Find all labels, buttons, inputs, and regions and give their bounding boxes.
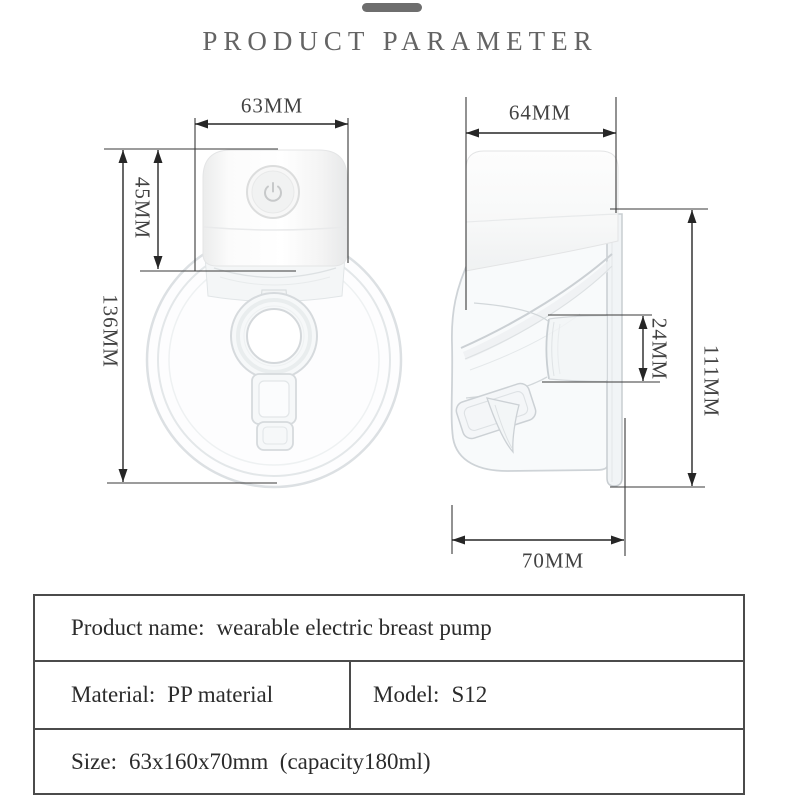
size-label: Size: <box>71 749 117 774</box>
spec-row-product-name <box>35 596 743 662</box>
dim-label-total-height: 136MM <box>98 294 123 368</box>
dim-label-motor-height: 45MM <box>130 176 155 240</box>
material-label: Material: <box>71 682 156 707</box>
size-value: 63x160x70mm (capacity180ml) <box>129 749 431 774</box>
spec-cell-model <box>351 662 743 728</box>
dim-label-front-width: 63MM <box>240 93 304 118</box>
nipple-tunnel <box>546 316 607 382</box>
spec-row-material-model <box>35 662 743 730</box>
page-title: PRODUCT PARAMETER <box>202 26 598 56</box>
product-name-value: wearable electric breast pump <box>216 615 492 640</box>
front-view-drawing <box>147 150 401 487</box>
power-button <box>247 166 299 218</box>
model-label: Model: <box>373 682 440 707</box>
spec-row-size <box>35 730 743 793</box>
valve-connector <box>252 374 296 450</box>
model-value: S12 <box>451 682 488 707</box>
spec-cell-material <box>35 662 351 728</box>
dim-label-side-width: 64MM <box>508 100 572 125</box>
motor-unit <box>203 150 347 266</box>
side-view-drawing <box>452 151 622 486</box>
material-value: PP material <box>167 682 274 707</box>
spec-table <box>33 594 745 795</box>
product-name-label: Product name: <box>71 615 205 640</box>
dim-label-body-height: 111MM <box>699 344 724 418</box>
dim-label-tunnel-height: 24MM <box>647 317 672 381</box>
dim-label-depth: 70MM <box>521 548 585 573</box>
